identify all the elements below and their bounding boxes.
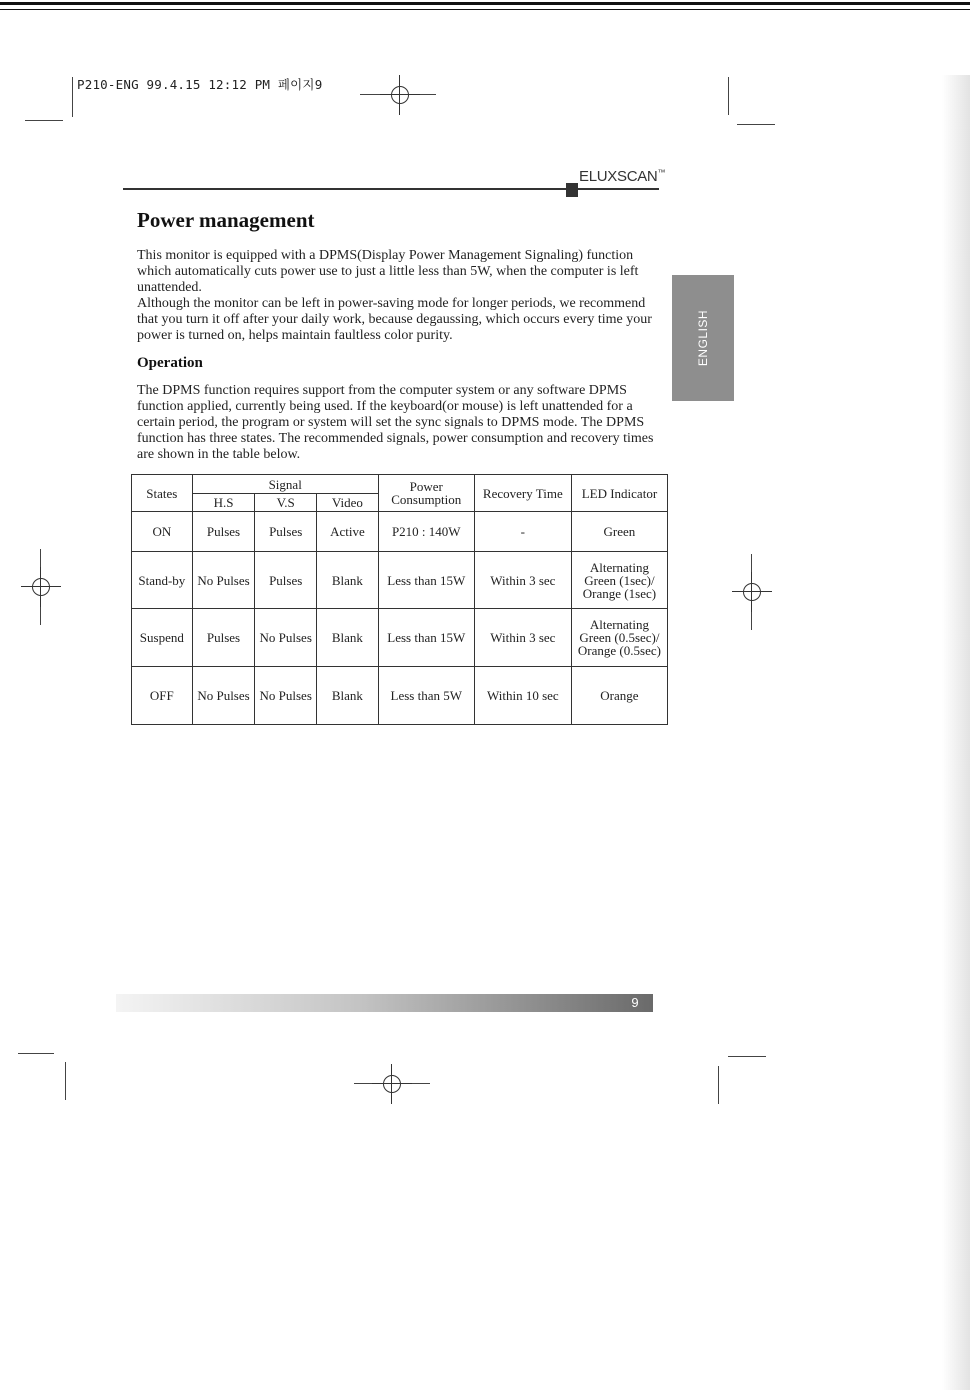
crop-mark: [40, 549, 41, 567]
header-vs: V.S: [255, 494, 317, 512]
header-led: LED Indicator: [571, 475, 667, 512]
crop-mark: [18, 1053, 54, 1054]
brand-logo: [566, 168, 665, 197]
cell-hs: Pulses: [192, 609, 255, 667]
table-row: [132, 609, 668, 667]
cell-video: Active: [317, 512, 379, 552]
cell-state: ON: [132, 512, 193, 552]
cell-led: Green: [571, 512, 667, 552]
page-title: Power management: [137, 208, 315, 232]
footer-bar: [116, 994, 653, 1012]
operation-paragraph: The DPMS function requires support from the computer system or any software DPMS function applied, currently being used. If the keyboard(or mouse) is left unattended for a certain period, the program or system will set the sync signals to DPMS mode. The DPMS function has three states. The recommended signals, power consumption and recovery times are shown in the table below.: [137, 383, 654, 462]
cell-hs: No Pulses: [192, 667, 255, 725]
registration-mark-icon: [732, 572, 772, 612]
cell-power: Less than 5W: [378, 667, 474, 725]
crop-mark: [25, 120, 63, 121]
intro-paragraph-2: Although the monitor can be left in power-saving mode for longer periods, we recommend that you turn it off after your daily work, because degaussing, which occurs every time your power is turned on, helps maintain faultless color purity.: [137, 296, 652, 343]
crop-mark: [728, 1056, 766, 1057]
brand-rest: ELUXSCAN: [579, 168, 658, 185]
language-tab: [672, 275, 734, 401]
crop-mark: [728, 77, 729, 115]
brand-mark: ™: [657, 168, 666, 177]
intro-paragraph: This monitor is equipped with a DPMS(Display Power Management Signaling) function which automatically cuts power use to just a little less than 5W, when the computer is left unattended.: [137, 248, 639, 295]
cell-video: Blank: [317, 552, 379, 609]
cell-vs: No Pulses: [255, 667, 317, 725]
cell-recovery: Within 3 sec: [474, 552, 571, 609]
cell-vs: Pulses: [255, 512, 317, 552]
brand-initial: [566, 183, 578, 197]
section-heading: Operation: [137, 355, 203, 371]
registration-mark-icon: [21, 567, 61, 607]
crop-mark: [65, 1062, 66, 1100]
cell-led: Alternating Green (1sec)/ Orange (1sec): [571, 552, 667, 609]
crop-mark: [354, 1083, 372, 1084]
cell-recovery: -: [474, 512, 571, 552]
crop-mark: [751, 554, 752, 572]
cell-hs: Pulses: [192, 512, 255, 552]
cell-led: Orange: [571, 667, 667, 725]
crop-mark: [751, 612, 752, 630]
header-video: Video: [317, 494, 379, 512]
registration-mark-icon: [372, 1064, 412, 1104]
dpms-table: [131, 474, 668, 725]
cell-power: Less than 15W: [378, 609, 474, 667]
table-row: [132, 512, 668, 552]
page-number: 9: [631, 995, 639, 1010]
cell-state: Stand-by: [132, 552, 193, 609]
crop-mark: [360, 94, 380, 95]
header-signal: Signal: [192, 475, 378, 494]
cell-recovery: Within 10 sec: [474, 667, 571, 725]
crop-mark: [737, 124, 775, 125]
cell-vs: No Pulses: [255, 609, 317, 667]
cell-power: Less than 15W: [378, 552, 474, 609]
top-rule-thin: [0, 9, 970, 10]
crop-mark: [72, 77, 73, 117]
table-row: [132, 667, 668, 725]
cell-state: Suspend: [132, 609, 193, 667]
table-row: [132, 552, 668, 609]
cell-video: Blank: [317, 609, 379, 667]
cell-power: P210 : 140W: [378, 512, 474, 552]
cell-hs: No Pulses: [192, 552, 255, 609]
crop-mark: [40, 607, 41, 625]
header-states: States: [132, 475, 193, 512]
cell-led: Alternating Green (0.5sec)/ Orange (0.5sec): [571, 609, 667, 667]
header-hs: H.S: [192, 494, 255, 512]
crop-mark: [412, 1083, 430, 1084]
cell-vs: Pulses: [255, 552, 317, 609]
crop-mark: [718, 1066, 719, 1104]
cell-video: Blank: [317, 667, 379, 725]
cell-recovery: Within 3 sec: [474, 609, 571, 667]
scan-edge-shadow: [942, 75, 970, 1390]
cell-state: OFF: [132, 667, 193, 725]
crop-mark: [420, 94, 436, 95]
header-power: Power Consumption: [378, 475, 474, 512]
language-tab-label: ENGLISH: [696, 309, 710, 367]
header-rule: [123, 188, 659, 190]
print-slug: P210-ENG 99.4.15 12:12 PM 페이지9: [77, 77, 323, 92]
registration-mark-icon: [380, 75, 420, 115]
top-rule: [0, 2, 970, 5]
header-recovery: Recovery Time: [474, 475, 571, 512]
